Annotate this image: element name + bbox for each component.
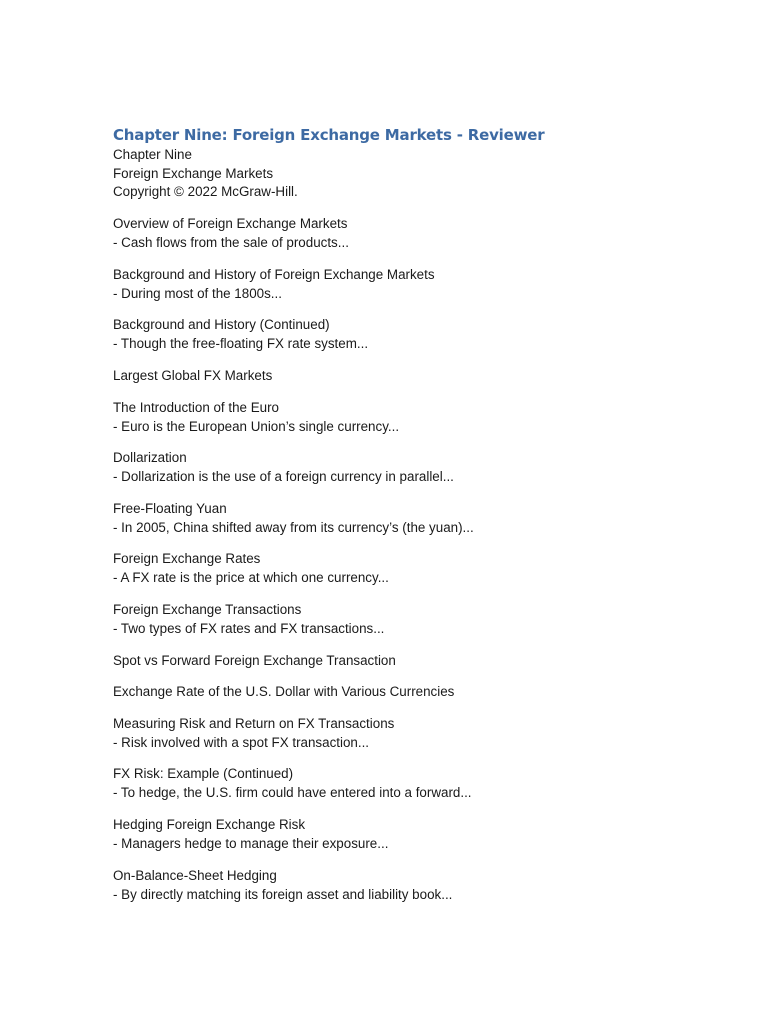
section-heading: Foreign Exchange Rates: [113, 551, 261, 567]
section-heading: Overview of Foreign Exchange Markets: [113, 216, 348, 232]
section-heading: Foreign Exchange Transactions: [113, 602, 302, 618]
section-fx-rates: [113, 549, 713, 587]
section-heading: Exchange Rate of the U.S. Dollar with Various Currencies: [113, 684, 455, 700]
section-fx-risk-example: [113, 764, 713, 802]
section-detail: - In 2005, China shifted away from its currency’s (the yuan)...: [113, 519, 474, 535]
section-detail: - Risk involved with a spot FX transaction...: [113, 734, 370, 750]
section-on-balance-sheet-hedging: [113, 866, 713, 904]
section-detail: - Though the free-floating FX rate system...: [113, 336, 369, 352]
header-line-copyright: Copyright © 2022 McGraw-Hill.: [113, 184, 298, 200]
section-heading: Dollarization: [113, 450, 187, 466]
section-largest-fx-markets: [113, 366, 713, 385]
section-detail: - Two types of FX rates and FX transactions...: [113, 621, 385, 637]
section-detail: - Managers hedge to manage their exposure...: [113, 836, 389, 851]
section-detail: - Cash flows from the sale of products...: [113, 235, 349, 251]
section-detail: - A FX rate is the price at which one currency...: [113, 570, 389, 586]
section-detail: - Euro is the European Union’s single currency...: [113, 418, 400, 434]
header-line-chapter: Chapter Nine: [113, 147, 192, 162]
section-free-floating-yuan: [113, 499, 713, 537]
document-header: [113, 146, 713, 202]
section-heading: Free-Floating Yuan: [113, 500, 227, 516]
header-line-subject: Foreign Exchange Markets: [113, 165, 274, 181]
section-heading: On-Balance-Sheet Hedging: [113, 867, 277, 883]
section-heading: Measuring Risk and Return on FX Transactions: [113, 715, 395, 731]
section-heading: Largest Global FX Markets: [113, 368, 273, 384]
section-fx-transactions: [113, 600, 713, 638]
section-heading: Background and History of Foreign Exchange Markets: [113, 266, 435, 282]
section-heading: Spot vs Forward Foreign Exchange Transaction: [113, 652, 396, 668]
section-detail: - To hedge, the U.S. firm could have entered into a forward...: [113, 785, 472, 801]
section-detail: - During most of the 1800s...: [113, 285, 282, 301]
section-euro: [113, 398, 713, 436]
section-measuring-risk: [113, 714, 713, 752]
section-detail: - Dollarization is the use of a foreign currency in parallel...: [113, 469, 454, 485]
section-exchange-rate-usd: [113, 682, 713, 701]
section-background-history: [113, 265, 713, 303]
section-background-history-continued: [113, 315, 713, 353]
section-heading: Hedging Foreign Exchange Risk: [113, 817, 306, 832]
section-spot-vs-forward: [113, 651, 713, 670]
section-detail: - By directly matching its foreign asset and liability book...: [113, 886, 453, 902]
section-heading: FX Risk: Example (Continued): [113, 766, 294, 782]
section-overview: [113, 214, 713, 252]
section-heading: Background and History (Continued): [113, 317, 330, 333]
document-title: Chapter Nine: Foreign Exchange Markets - Reviewer: [113, 126, 545, 144]
section-hedging-fx-risk: [113, 815, 713, 853]
document-page: [113, 124, 713, 916]
section-dollarization: [113, 448, 713, 486]
section-heading: The Introduction of the Euro: [113, 399, 279, 415]
